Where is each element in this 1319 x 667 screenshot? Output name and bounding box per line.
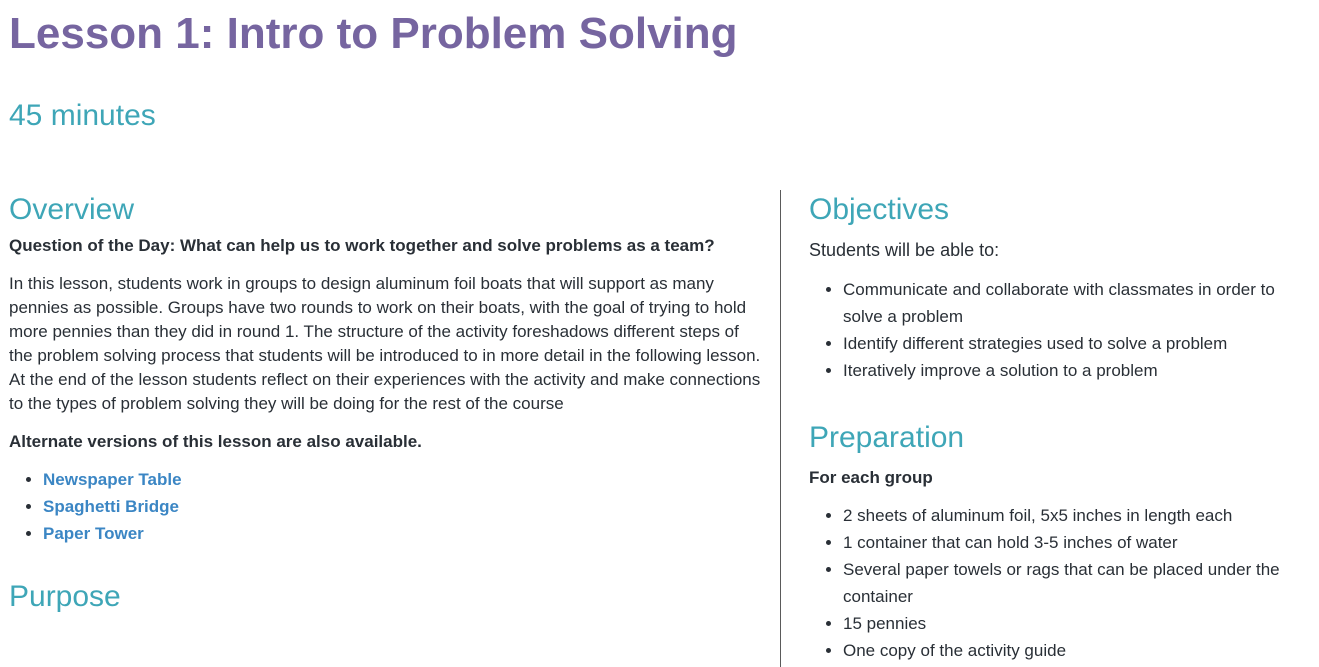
question-of-the-day: Question of the Day: What can help us to work together and solve problems as a team?	[9, 236, 715, 255]
list-item: • One copy of the activity guide	[843, 637, 1309, 664]
list-item: • 1 container that can hold 3-5 inches of water	[843, 529, 1309, 556]
alternate-versions-note: Alternate versions of this lesson are also available.	[9, 432, 422, 451]
objectives-list	[809, 276, 1309, 384]
list-item: • Communicate and collaborate with classmates in order to solve a problem	[843, 276, 1309, 330]
link-newspaper-table[interactable]: Newspaper Table	[43, 470, 182, 489]
list-item	[43, 520, 764, 547]
purpose-heading: Purpose	[9, 580, 121, 613]
list-item: • 2 sheets of aluminum foil, 5x5 inches in length each	[843, 502, 1309, 529]
link-paper-tower[interactable]: Paper Tower	[43, 524, 144, 543]
overview-body: In this lesson, students work in groups to design aluminum foil boats that will support as many pennies as possible. Groups have two rounds to work on their boats, with the goal of trying to hold more pennies than they did in round 1. The structure of the activity foreshadows different steps of the problem solving process that students will be introduced to in more detail in the following lesson. At the end of the lesson students reflect on their experiences with the activity and make connections to the types of problem solving they will be doing for the rest of the course	[9, 274, 761, 413]
right-column	[809, 190, 1309, 664]
list-item: • Identify different strategies used to solve a problem	[843, 330, 1309, 357]
alternate-versions-list	[9, 466, 764, 547]
preparation-subheading: For each group	[809, 468, 933, 487]
preparation-heading: Preparation	[809, 421, 965, 454]
list-item	[43, 493, 764, 520]
column-divider	[780, 190, 781, 667]
list-item: • Iteratively improve a solution to a problem	[843, 357, 1309, 384]
preparation-list	[809, 502, 1309, 664]
lesson-title: Lesson 1: Intro to Problem Solving	[9, 9, 738, 58]
list-item: • 15 pennies	[843, 610, 1309, 637]
list-item: • Several paper towels or rags that can be placed under the container	[843, 556, 1309, 610]
objectives-intro: Students will be able to:	[809, 240, 1000, 260]
lesson-duration: 45 minutes	[9, 99, 156, 132]
objectives-heading: Objectives	[809, 193, 950, 226]
link-spaghetti-bridge[interactable]: Spaghetti Bridge	[43, 497, 180, 516]
overview-heading: Overview	[9, 193, 135, 226]
left-column	[9, 190, 764, 617]
list-item	[43, 466, 764, 493]
